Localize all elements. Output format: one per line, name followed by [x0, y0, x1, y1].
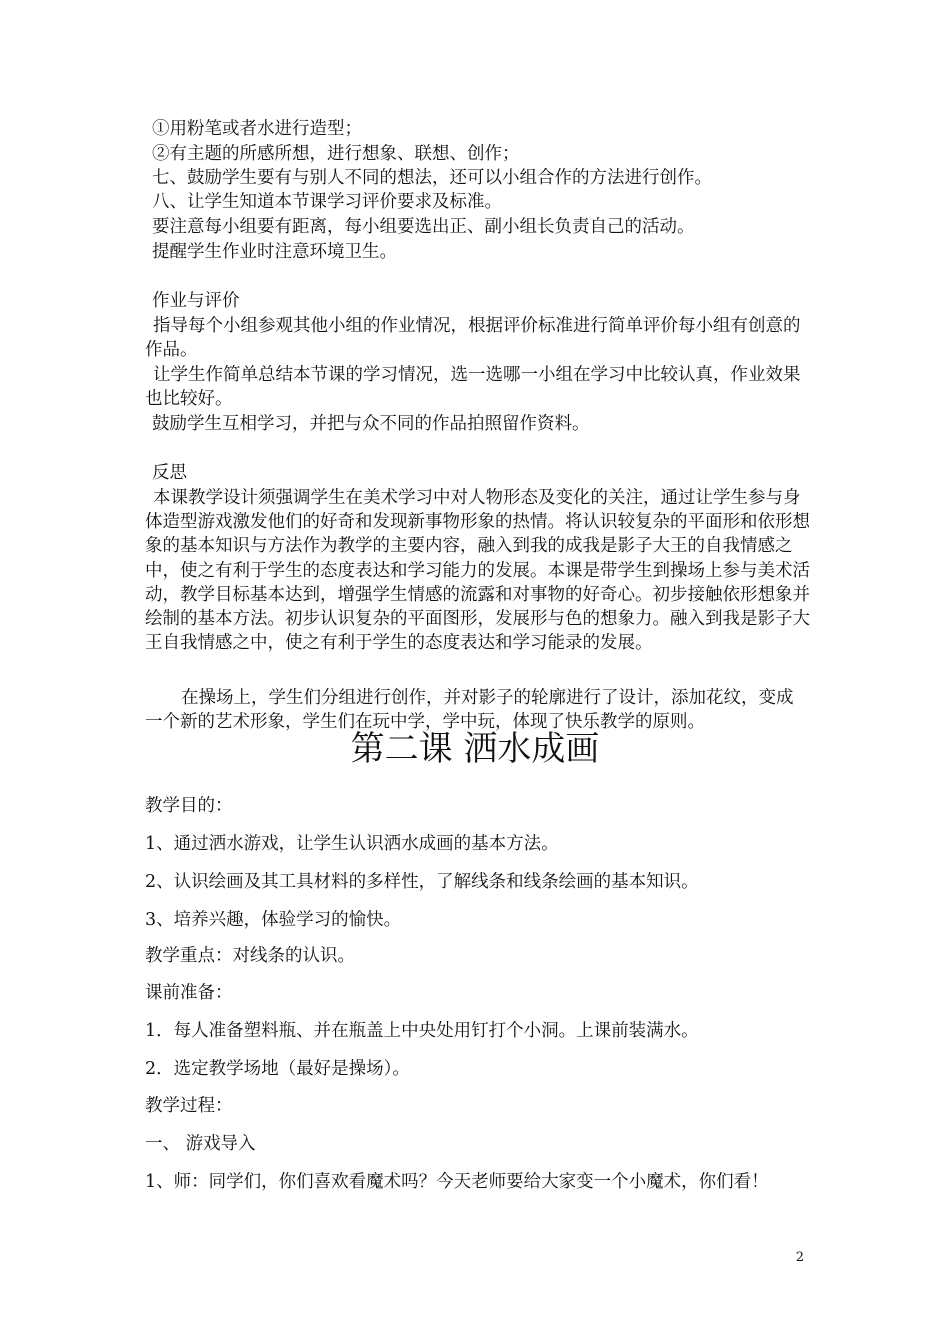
text-line: 一、 游戏导入: [145, 1134, 256, 1154]
text-line: 2、认识绘画及其工具材料的多样性，了解线条和线条绘画的基本知识。: [145, 872, 699, 892]
text-line: 课前准备：: [145, 983, 233, 1003]
paragraph: 指导每个小组参观其他小组的作业情况，根据评价标准进行简单评价每小组有创意的作品。: [145, 316, 801, 361]
text-line: 2．选定教学场地（最好是操场）。: [145, 1059, 410, 1079]
text-line: 提醒学生作业时注意环境卫生。: [152, 242, 397, 262]
text-line: 教学重点：对线条的认识。: [145, 946, 355, 966]
paragraph: 在操场上，学生们分组进行创作，并对影子的轮廓进行了设计，添加花纹，变成一个新的艺术形象，学生们在玩中学，学中玩，体现了快乐教学的原则。: [145, 688, 794, 733]
lesson-title: 第二课 洒水成画: [350, 729, 600, 769]
text-line: ②有主题的所感所想，进行想象、联想、创作；: [152, 144, 520, 164]
text-line: 教学过程：: [145, 1096, 233, 1116]
paragraph: 鼓励学生互相学习，并把与众不同的作品拍照留作资料。: [152, 414, 590, 434]
text-line: 要注意每小组要有距离，每小组要选出正、副小组长负责自己的活动。: [152, 217, 695, 237]
paragraph: 本课教学设计须强调学生在美术学习中对人物形态及变化的关注，通过让学生参与身体造型游戏激发他们的好奇和发现新事物形象的热情。将认识较复杂的平面形和依形想象的基本知识与方法作为教学的主要内容，融入到我的成我是影子大王的自我情感之中，使之有利于学生的态度表达和学习能力的发展。本课是带学生到操场上参与美术活动，教学目标基本达到，增强学生情感的流露和对事物的好奇心。初步接触依形想象并绘制的基本方法。初步认识复杂的平面图形，发展形与色的想象力。融入到我是影子大王自我情感之中，使之有利于学生的态度表达和学习能录的发展。: [145, 488, 810, 654]
text-line: 3、培养兴趣，体验学习的愉快。: [145, 910, 402, 930]
text-line: 八、让学生知道本节课学习评价要求及标准。: [152, 192, 502, 212]
text-line: 教学目的：: [145, 796, 233, 816]
section-heading: 作业与评价: [152, 291, 240, 311]
text-line: 七、鼓励学生要有与别人不同的想法，还可以小组合作的方法进行创作。: [152, 168, 712, 188]
text-line: 1、师：同学们，你们喜欢看魔术吗？今天老师要给大家变一个小魔术，你们看！: [145, 1172, 769, 1192]
page-number: 2: [795, 1250, 804, 1265]
text-line: 1、通过洒水游戏，让学生认识洒水成画的基本方法。: [145, 834, 559, 854]
paragraph: 让学生作简单总结本节课的学习情况，选一选哪一小组在学习中比较认真，作业效果也比较好。: [145, 365, 801, 410]
text-line: 1．每人准备塑料瓶、并在瓶盖上中央处用钉打个小洞。上课前装满水。: [145, 1021, 699, 1041]
section-heading: 反思: [152, 463, 187, 483]
text-line: ①用粉笔或者水进行造型；: [152, 119, 362, 139]
